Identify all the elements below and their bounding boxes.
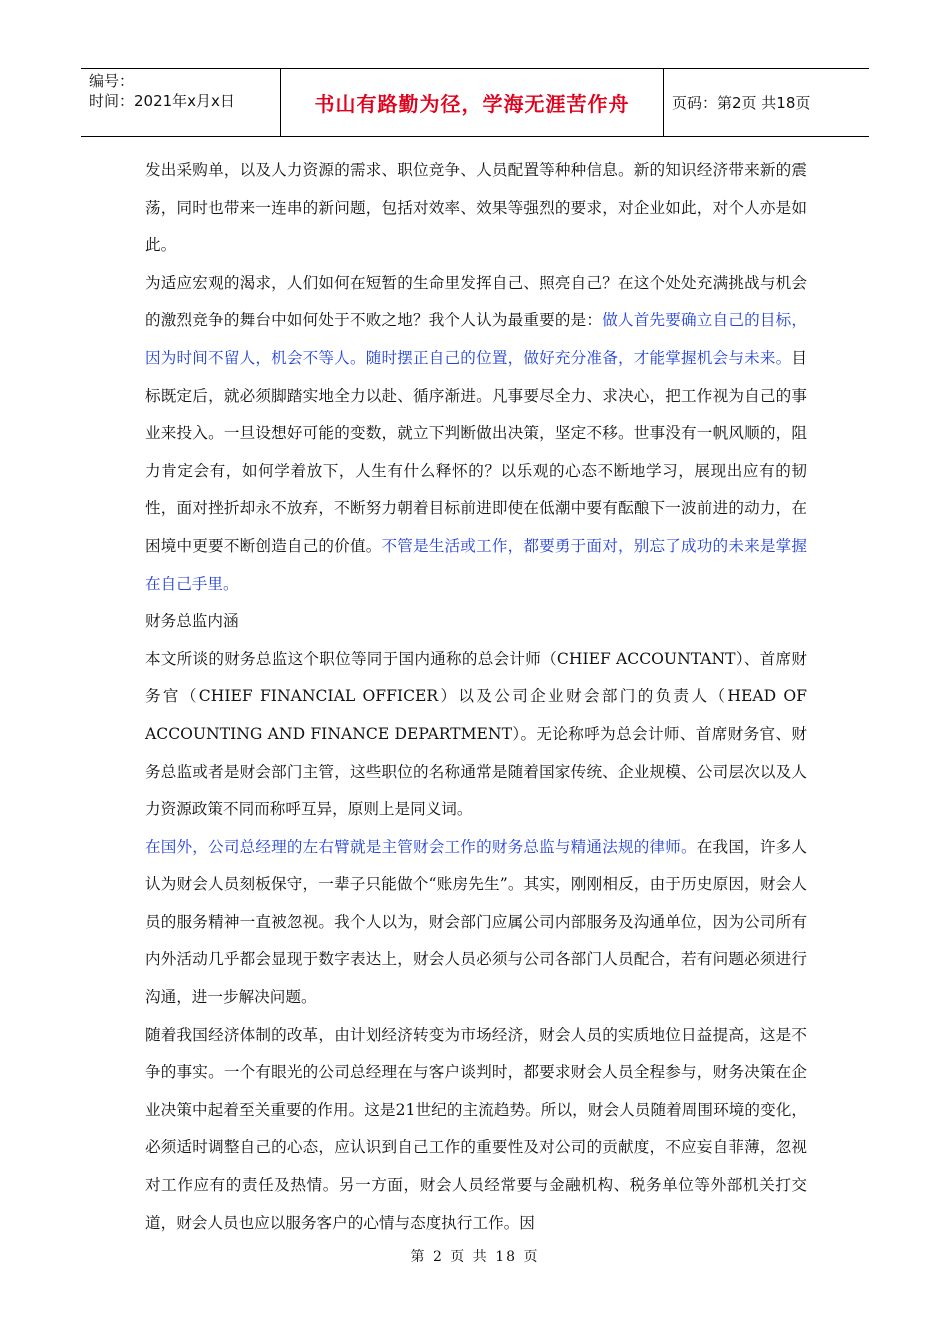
paragraph [145, 265, 807, 603]
page-header [81, 68, 869, 137]
section-heading: 财务总监内涵 [145, 612, 239, 631]
highlighted-text: 在国外，公司总经理的左右臂就是主管财会工作的财务总监与精通法规的律师。 [145, 837, 697, 856]
paragraph-text: 在我国，许多人认为财会人员刻板保守，一辈子只能做个“账房先生”。其实，刚刚相反，由于历史原因，财会人员的服务精神一直被忽视。我个人以为，财会部门应属公司内部服务及沟通单位，因为公司所有内外活动几乎都会显现于数字表达上，财会人员必须与公司各部门人员配合，若有问题必须进行沟通，进一步解决问题。 [145, 837, 807, 1007]
highlighted-text: 做人首先要确立自己的目标，因为时间不留人，机会不等人。随时摆正自己的位置，做好充分准备，才能掌握机会与未来。 [145, 311, 807, 367]
paragraph: 随着我国经济体制的改革，由计划经济转变为市场经济，财会人员的实质地位日益提高，这是不争的事实。一个有眼光的公司总经理在与客户谈判时，都要求财会人员全程参与，财务决策在企业决策中起着至关重要的作用。这是21世纪的主流趋势。所以，财会人员随着周围环境的变化，必须适时调整自己的心态，应认识到自己工作的重要性及对公司的贡献度，不应妄自菲薄，忽视对工作应有的责任及热情。另一方面，财会人员经常要与金融机构、税务单位等外部机关打交道，财会人员也应以服务客户的心情与态度执行工作。因 [145, 1025, 807, 1232]
paragraph: 发出采购单，以及人力资源的需求、职位竞争、人员配置等种种信息。新的知识经济带来新的震荡，同时也带来一连串的新问题，包括对效率、效果等强烈的要求，对企业如此，对个人亦是如此。 [145, 161, 807, 255]
paragraph: 本文所谈的财务总监这个职位等同于国内通称的总会计师（CHIEF ACCOUNTANT）、首席财务官（CHIEF FINANCIAL OFFICER）以及公司企业财会部门的负责人（HEAD OF ACCOUNTING AND FINANCE DEPARTMENT）。无论称呼为总会计师、首席财务官、财务总监或者是财会部门主管，这些职位的名称通常是随着国家传统、企业规模、公司层次以及人力资源政策不同而称呼互异，原则上是同义词。 [145, 649, 807, 819]
paragraph [145, 829, 807, 1017]
document-number-label: 编号： [89, 72, 135, 90]
header-page-number: 页码：第2页 共18页 [672, 94, 811, 112]
paragraph-text: 为适应宏观的渴求，人们如何在短暂的生命里发挥自己、照亮自己？在这个处处充满挑战与机会的激烈竞争的舞台中如何处于不败之地？我个人认为最重要的是： [145, 273, 807, 330]
header-meta [81, 69, 281, 136]
paragraph-text: 目标既定后，就必须脚踏实地全力以赴、循序渐进。凡事要尽全力、求决心，把工作视为自己的事业来投入。一旦设想好可能的变数，就立下判断做出决策，坚定不移。世事没有一帆风顺的，阻力肯定会有，如何学着放下，人生有什么释怀的？以乐观的心态不断地学习，展现出应有的韧性，面对挫折却永不放弃，不断努力朝着目标前进即使在低潮中要有酝酿下一波前进的动力，在困境中更要不断创造自己的价值。 [145, 348, 807, 555]
document-body [145, 152, 807, 1242]
highlighted-text: 不管是生活或工作，都要勇于面对，别忘了成功的未来是掌握在自己手里。 [145, 536, 807, 593]
header-motto: 书山有路勤为径，学海无涯苦作舟 [281, 69, 664, 136]
page-footer: 第 2 页 共 18 页 [410, 1249, 540, 1265]
document-date-label: 时间：2021年x月x日 [89, 92, 235, 110]
